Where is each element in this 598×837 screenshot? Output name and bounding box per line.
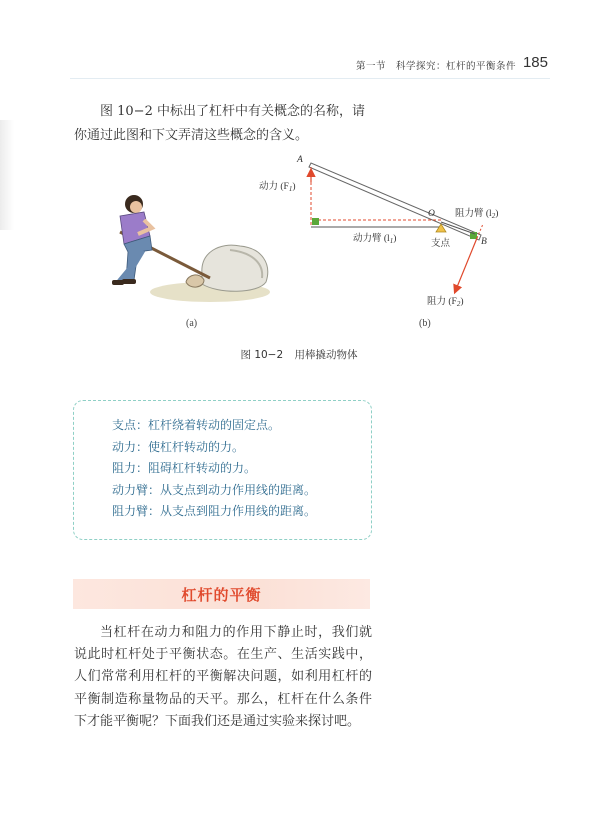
section-title: 第一节 科学探究：杠杆的平衡条件 [355, 61, 516, 72]
person-shoe-front [122, 279, 136, 284]
definition-load: 阻力：阻碍杠杆转动的力。 [112, 461, 257, 475]
right-angle-marker-a [312, 218, 319, 225]
definitions-box [73, 400, 372, 540]
page-edge-shadow [0, 120, 14, 230]
label-effort-arm: 动力臂 $(l_1)$ [353, 234, 397, 245]
figure-b-caption: (b) [419, 318, 431, 329]
intro-paragraph: 图 10−2 中标出了杠杆中有关概念的名称，请你通过此图和下文弄清这些概念的含义。 [74, 104, 365, 143]
label-effort: 动力 $(F_1)$ [259, 182, 296, 193]
label-load-arm: 阻力臂 $(l_2)$ [455, 209, 499, 220]
definition-fulcrum: 支点：杠杆绕着转动的固定点。 [112, 418, 281, 432]
pivot-stone [186, 275, 204, 287]
lever-bar [309, 163, 481, 240]
figure-caption-title: 用棒撬动物体 [294, 349, 358, 361]
definitions-list [112, 415, 316, 523]
figure-a-illustration [90, 190, 270, 310]
figure-a-caption: (a) [186, 318, 198, 329]
label-point-b: B [481, 237, 487, 247]
header-rule [70, 78, 550, 79]
figure-b-diagram [255, 152, 515, 312]
definition-effort-arm: 动力臂：从支点到动力作用线的距离。 [112, 482, 317, 497]
person-face [130, 201, 142, 213]
page-number: 185 [522, 54, 548, 71]
label-load: 阻力 $(F_2)$ [427, 297, 464, 308]
label-point-a: A [297, 155, 303, 165]
figure-caption [0, 347, 598, 362]
body-paragraph: 当杠杆在动力和阻力的作用下静止时，我们就说此时杠杆处于平衡状态。在生产、生活实践中，人们常常利用杠杆的平衡解决问题，如利用杠杆的平衡制造称量物品的天平。那么，杠杆在什么条件下才能平衡呢？下面我们还是通过实验来探讨吧。 [74, 625, 372, 729]
definition-load-arm: 阻力臂：从支点到阻力作用线的距离。 [112, 504, 317, 518]
load-arrow [455, 238, 477, 292]
figure-caption-label: 图 10−2 [240, 349, 284, 361]
definition-effort: 动力：使杠杆转动的力。 [112, 439, 245, 454]
label-point-o: O [428, 209, 435, 219]
section-heading-text: 杠杆的平衡 [181, 586, 262, 604]
person-shoe-back [112, 280, 124, 285]
page-header [0, 54, 598, 74]
label-fulcrum: 支点 [431, 239, 451, 249]
section-heading [73, 579, 370, 609]
